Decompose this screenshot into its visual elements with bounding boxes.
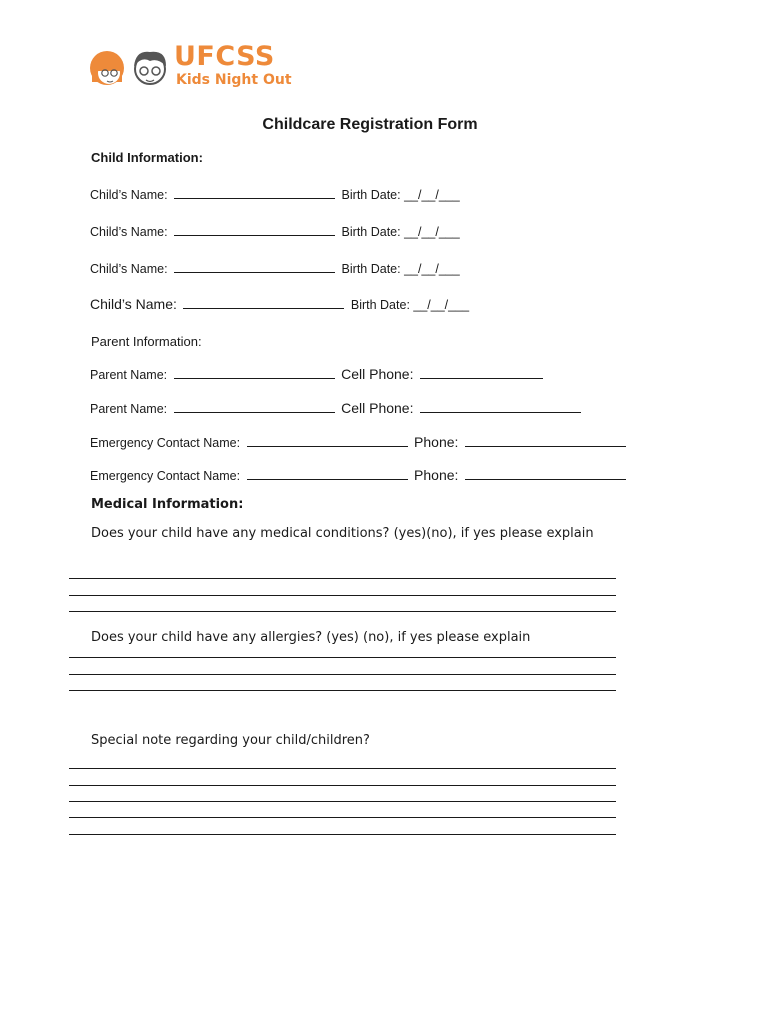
parent-row-1 (90, 366, 546, 382)
answer-line[interactable] (69, 817, 616, 818)
answer-line[interactable] (69, 768, 616, 769)
phone-label: Phone: (414, 434, 459, 450)
answer-line[interactable] (69, 801, 616, 802)
child-info-heading: Child Information: (91, 150, 203, 165)
child-row-4 (90, 296, 469, 312)
emergency-row-1 (90, 434, 629, 450)
child-name-field[interactable] (183, 296, 344, 309)
parent-info-heading: Parent Information: (91, 334, 202, 349)
phone-label: Phone: (414, 467, 459, 483)
answer-line[interactable] (69, 611, 616, 612)
cell-phone-field[interactable] (420, 366, 543, 379)
child-row-1 (90, 186, 460, 202)
emergency-contact-label: Emergency Contact Name: (90, 469, 241, 483)
medical-info-heading: Medical Information: (91, 497, 244, 512)
parent-row-2 (90, 400, 584, 416)
birth-date-label: Birth Date: (341, 262, 401, 276)
brand-name: UFCSS (174, 41, 275, 72)
answer-line[interactable] (69, 595, 616, 596)
emergency-contact-field[interactable] (247, 434, 408, 447)
answer-line[interactable] (69, 578, 616, 579)
girl-face-icon (90, 51, 124, 85)
child-name-field[interactable] (174, 260, 335, 273)
parent-name-label: Parent Name: (90, 368, 168, 382)
parent-name-label: Parent Name: (90, 402, 168, 416)
birth-date-field[interactable]: __/__/___ (404, 188, 460, 202)
birth-date-label: Birth Date: (341, 188, 401, 202)
boy-face-icon (134, 52, 166, 84)
brand-tagline: Kids Night Out (176, 72, 292, 88)
page-title: Childcare Registration Form (262, 116, 478, 133)
birth-date-field[interactable]: __/__/___ (404, 225, 460, 239)
child-row-3 (90, 260, 460, 276)
child-name-label: Child’s Name: (90, 225, 168, 239)
birth-date-field[interactable]: __/__/___ (413, 298, 470, 312)
child-name-label: Child’s Name: (90, 188, 168, 202)
medical-conditions-question: Does your child have any medical conditions? (yes)(no), if yes please explain (91, 526, 594, 541)
answer-line[interactable] (69, 834, 616, 835)
answer-line[interactable] (69, 657, 616, 658)
parent-name-field[interactable] (174, 366, 335, 379)
answer-line[interactable] (69, 785, 616, 786)
answer-line[interactable] (69, 690, 616, 691)
phone-field[interactable] (465, 434, 626, 447)
allergies-question: Does your child have any allergies? (yes) (no), if yes please explain (91, 630, 531, 645)
cell-phone-field[interactable] (420, 400, 581, 413)
birth-date-label: Birth Date: (341, 225, 401, 239)
birth-date-field[interactable]: __/__/___ (404, 262, 460, 276)
cell-phone-label: Cell Phone: (341, 366, 414, 382)
child-row-2 (90, 223, 460, 239)
emergency-contact-field[interactable] (247, 467, 408, 480)
child-name-field[interactable] (174, 223, 335, 236)
child-name-field[interactable] (174, 186, 335, 199)
parent-name-field[interactable] (174, 400, 335, 413)
emergency-contact-label: Emergency Contact Name: (90, 436, 241, 450)
phone-field[interactable] (465, 467, 626, 480)
emergency-row-2 (90, 467, 629, 483)
child-name-label: Child’s Name: (90, 296, 177, 312)
cell-phone-label: Cell Phone: (341, 400, 414, 416)
birth-date-label: Birth Date: (350, 298, 410, 312)
answer-line[interactable] (69, 674, 616, 675)
child-name-label: Child’s Name: (90, 262, 168, 276)
special-note-question: Special note regarding your child/children? (91, 733, 370, 748)
